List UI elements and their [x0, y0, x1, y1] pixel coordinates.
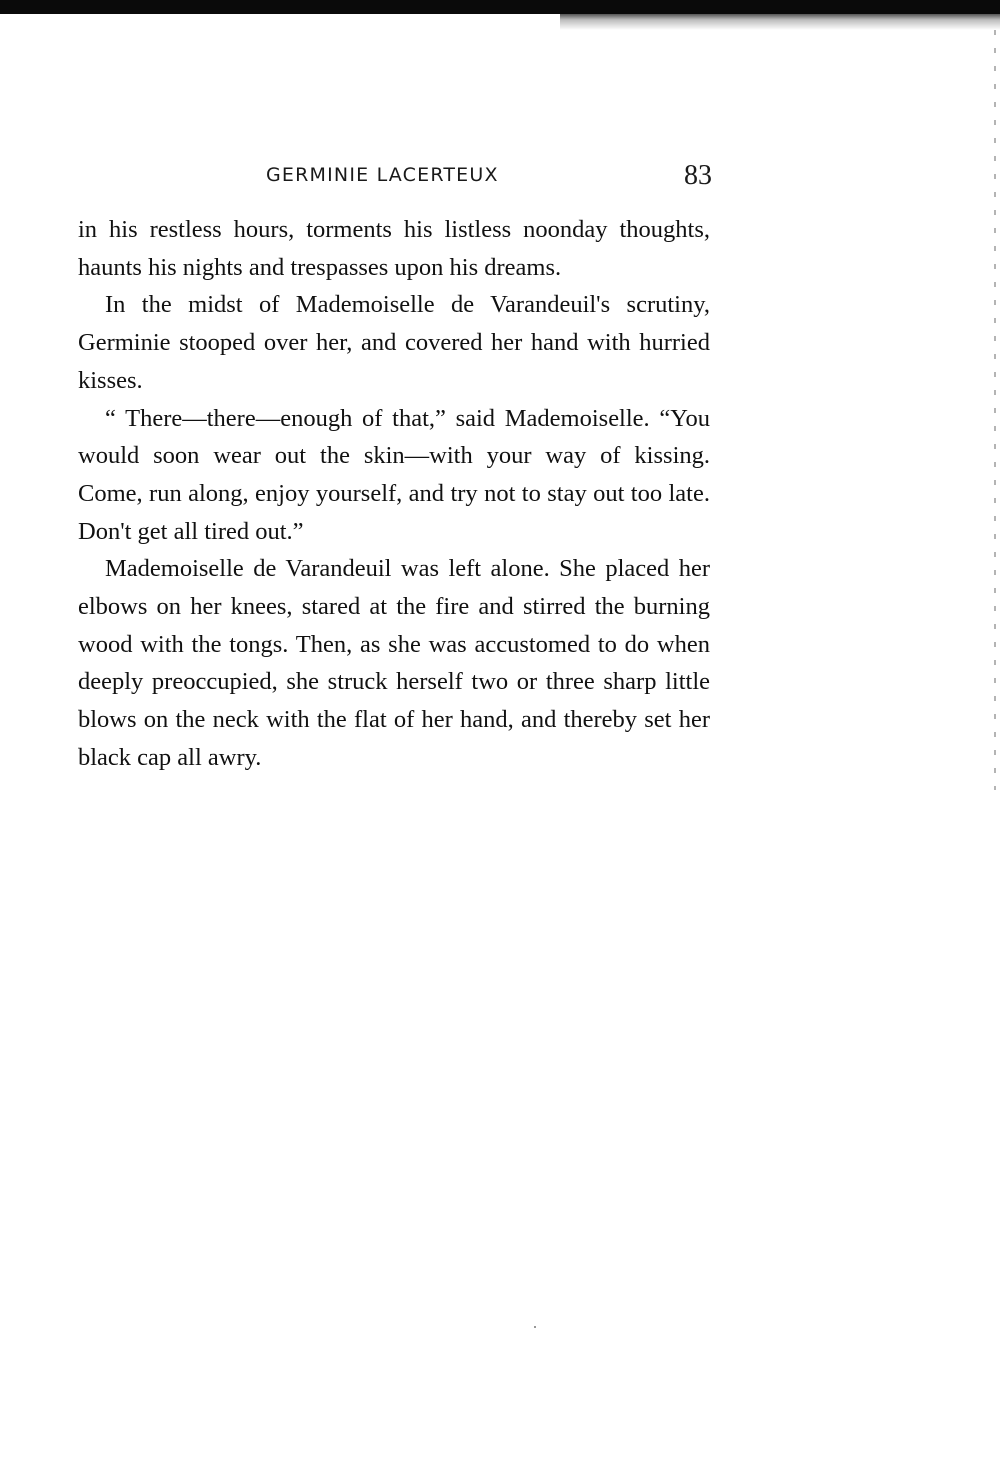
- page-number: 83: [684, 160, 712, 191]
- running-title: GERMINIE LACERTEUX: [266, 164, 499, 186]
- scan-right-edge: [994, 30, 996, 790]
- scan-speck: [534, 1326, 536, 1328]
- paragraph-scrutiny: In the midst of Mademoiselle de Varandeuil's scrutiny, Germinie stooped over her, and covered her hand with hurried kisses.: [78, 291, 710, 394]
- page-header: [78, 160, 712, 200]
- paragraph-left-alone: Mademoiselle de Varandeuil was left alone. She placed her elbows on her knees, stared at the fire and stirred the burning wood with the tongs. Then, as she was accustomed to do when deeply preoccupied, she struck herself two or three sharp little blows on the neck with the flat of her hand, and thereby set her black cap all awry.: [78, 555, 710, 771]
- scan-top-edge-shadow: [560, 14, 1000, 30]
- scan-top-edge: [0, 0, 1000, 14]
- paragraph-dialogue: “ There—there—enough of that,” said Mademoiselle. “You would soon wear out the skin—with your way of kissing. Come, run along, enjoy yourself, and try not to stay out too late. Don't get all tired out.”: [78, 404, 710, 545]
- body-text: [78, 211, 710, 777]
- paragraph-continuation: in his restless hours, torments his listless noonday thoughts, haunts his nights and trespasses upon his dreams.: [78, 216, 710, 281]
